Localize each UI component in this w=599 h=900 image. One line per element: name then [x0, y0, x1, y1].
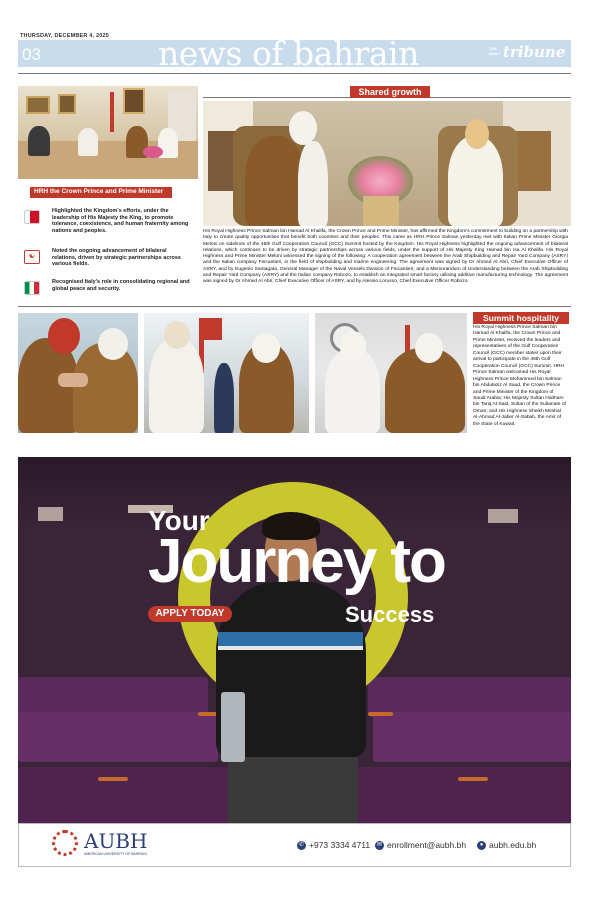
website-contact[interactable] — [477, 840, 536, 850]
story-body: His Royal Highness Prince Salman bin Hamad Al Khalifa, the Crown Prince and Prime Minister, received the leaders and representatives of the Gulf Cooperation Council (GCC) member states upon their arrival to participate in the 46th Gulf Cooperation Council (GCC) Summit. HRH Prince Salman welcomed His Royal Highness Prince Mohammed bin Salman bin Abdulaziz Al Saud, the Crown Prince and Prime Minister of the Kingdom of Saudi Arabia; His Majesty Sultan Haitham bin Tariq Al-Said, Sultan of the Sultanate of Oman; and His Highness Sheikh Meshal Al-Ahmad Al-Jaber Al-Sabah, the Amir of the State of Kuwait. — [473, 325, 566, 427]
bahrain-flag-icon — [24, 210, 40, 224]
aubh-brand: AUBH — [84, 829, 148, 853]
headline-line2: Journey to — [148, 527, 445, 596]
airport-welcome-photo — [144, 313, 309, 433]
email-icon: ✉ — [376, 842, 383, 849]
email-contact[interactable] — [375, 840, 466, 850]
phone-number: +973 3334 4711 — [309, 840, 371, 850]
headline-line3: Success — [345, 602, 435, 627]
newspaper-logo: tribune — [503, 43, 566, 61]
sidebar-title: HRH the Crown Prince and Prime Minister — [34, 188, 164, 195]
meeting-room-photo — [18, 86, 198, 179]
aubh-brand-sub: AMERICAN UNIVERSITY OF BAHRAIN — [84, 852, 147, 856]
headline-line1: Your — [148, 505, 210, 536]
bullet-text: Recognised Italy's role in consolidating regional and global peace and security. — [52, 279, 190, 292]
story-body: His Royal Highness Prince Salman bin Hamad Al Khalifa, the Crown Prince and Prime Minister, has affirmed the Kingdom's commitment to building on a partnership with Italy to create quality opportunities that benefit both countries and their peoples. This came as HRH Prince Salman yesterday met with Italian Prime Minister Giorgia Meloni on sidelines of the 46th Gulf Cooperation Council (GCC) Summit hosted by the Kingdom. His Royal Highness highlighted the ongoing advancement of bilateral relations, which continues to be driven by strategic partnerships across various fields, under the support of His Majesty King Hamad bin Isa Al Khalifa. His Royal Highness and Prime Minister Meloni witnessed the signing of the following: A cooperation agreement between the Arab Shipbuilding and Repair Yard Company (ASRY) and the Italian company Fincantieri, in the field of shipbuilding and marine engineering. The agreement was signed by Dr Ahmed Al Abri, Chief Executive Officer of ASRY, and by Eugenio Santagata, General Manager of the Naval Vessels Division of Fincantieri; and a Memorandum of Understanding between the Arab Shipbuilding and Repair Yard Company (ASRY) and the Italian company Robozo, to establish an integrated smart factory utilising additive manufacturing technology. The agreement was signed by Dr Ahmed Al Abri, Chief Executive Officer of ASRY, and by Alessio Lorusso, Chief Executive Officer Robozo. — [203, 229, 568, 285]
logo-prefix: THE DAILY — [489, 46, 501, 56]
advertisement — [18, 457, 571, 823]
story-label: Summit hospitality — [473, 312, 569, 324]
page-number: 03 — [22, 45, 41, 64]
globe-icon: ● — [477, 841, 486, 850]
meeting-photo — [203, 101, 571, 226]
story-divider — [18, 306, 571, 307]
phone-icon: ✆ — [298, 842, 305, 849]
section-title: news of bahrain — [158, 34, 419, 73]
email-address: enrollment@aubh.bh — [387, 840, 467, 850]
apply-today-button[interactable]: APPLY TODAY — [148, 606, 232, 622]
issue-date: THURSDAY, DECEMBER 4, 2025 — [20, 33, 110, 39]
header-rule — [18, 73, 571, 74]
bullet-text: Noted the ongoing advancement of bilateral relations, driven by strategic partnerships across various fields. — [52, 248, 181, 268]
italy-flag-icon — [24, 281, 40, 295]
website-url: aubh.edu.bh — [489, 840, 537, 850]
sidebar-bullet — [24, 279, 190, 299]
greeting-photo — [315, 313, 467, 433]
sidebar-bullet — [24, 248, 181, 268]
bullet-text: Highlighted the Kingdom's efforts, under the leadership of His Majesty the King, to promote tolerance, coexistence, and human fraternity among nations and peoples. — [52, 208, 189, 234]
arrival-photo — [18, 313, 138, 433]
story-label: Shared growth — [350, 86, 430, 98]
aubh-logo-icon — [52, 830, 78, 856]
handshake-icon: ☯ — [24, 250, 40, 264]
phone-contact[interactable] — [297, 840, 370, 850]
